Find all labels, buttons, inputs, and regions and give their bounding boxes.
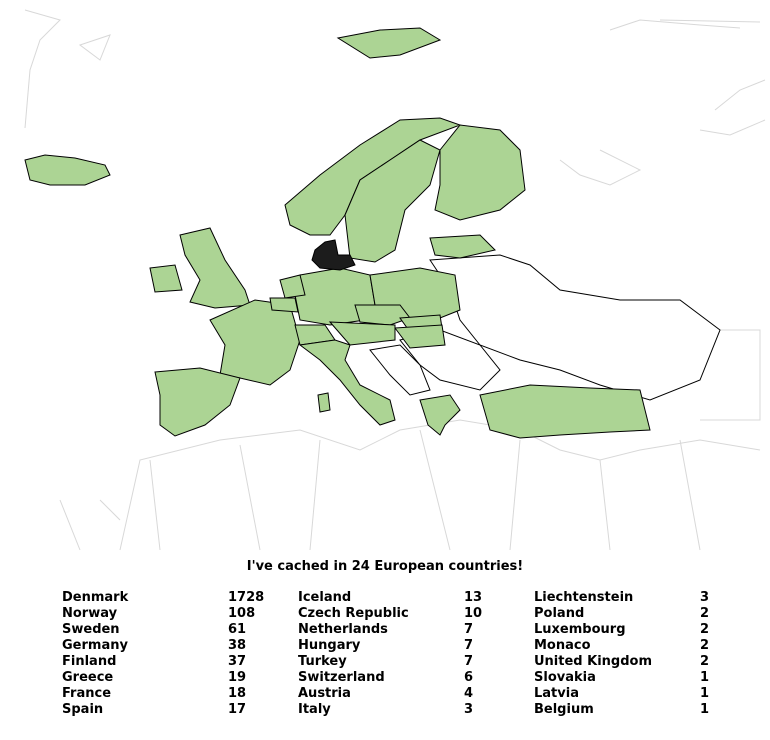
country-row: Hungary 7 [298,638,474,653]
hungary-shape [395,325,445,348]
country-row: Finland 37 [62,654,247,669]
iceland-shape [25,155,110,185]
country-row: United Kingdom 2 [534,654,710,669]
country-row: Denmark 1728 [62,590,265,605]
czech-shape [355,305,410,325]
sardinia-shape [318,393,330,412]
country-row: Italy 3 [298,702,474,717]
country-row: Austria 4 [298,686,474,701]
summary-title: I've cached in 24 European countries! [246,559,524,574]
country-row: Slovakia 1 [534,670,710,685]
country-row: France 18 [62,686,247,701]
netherlands-shape [280,275,305,298]
country-list-column-3 [534,590,734,718]
country-row: Norway 108 [62,606,256,621]
country-row: Czech Republic 10 [298,606,483,621]
finland-shape [435,125,525,220]
svalbard-shape [338,28,440,58]
country-list-column-1 [62,590,272,718]
france-shape [210,300,300,385]
country-row: Luxembourg 2 [534,622,710,637]
uk-shape [150,228,250,308]
country-row: Latvia 1 [534,686,710,701]
country-row: Sweden 61 [62,622,247,637]
latvia-shape [430,235,495,258]
country-row: Spain 17 [62,702,247,717]
greece-shape [420,395,460,435]
belgium-shape [270,298,298,312]
country-row: Turkey 7 [298,654,474,669]
country-row: Greece 19 [62,670,247,685]
country-row: Netherlands 7 [298,622,474,637]
turkey-shape [480,385,650,438]
country-row: Switzerland 6 [298,670,474,685]
country-row: Poland 2 [534,606,710,621]
country-list-column-2 [298,590,508,718]
country-row: Monaco 2 [534,638,710,653]
spain-shape [155,368,240,436]
country-row: Iceland 13 [298,590,483,605]
country-row: Belgium 1 [534,702,710,717]
cached-countries [25,28,650,438]
country-row: Germany 38 [62,638,247,653]
country-row: Liechtenstein 3 [534,590,710,605]
